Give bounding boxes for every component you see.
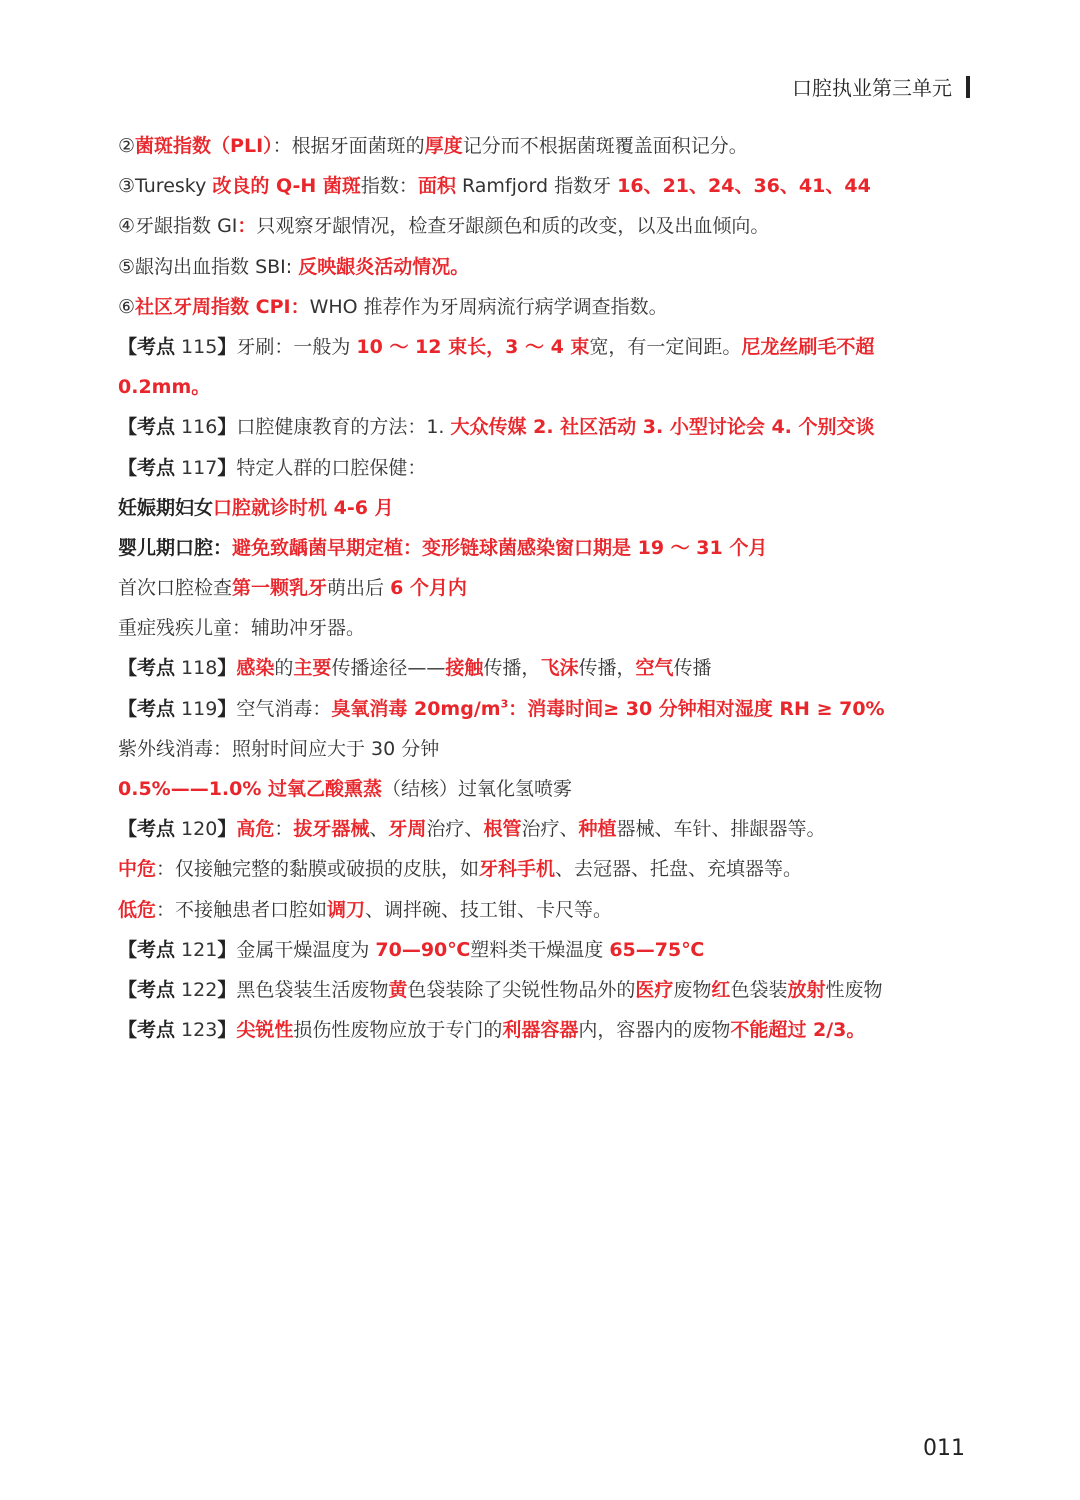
text-run: 116: [175, 416, 218, 439]
text-run: ④牙龈指数 GI: [118, 215, 238, 238]
text-run: ：根据牙面菌斑的: [272, 135, 425, 157]
highlight-run: 【考点: [118, 818, 176, 841]
highlight-run: 】: [217, 416, 237, 439]
text-run: 、去冠器、托盘、充填器等。: [555, 858, 803, 881]
text-line: [118, 448, 978, 488]
text-line: [118, 849, 978, 889]
highlight-run: 接触: [445, 657, 484, 680]
highlight-run: 空气: [635, 657, 674, 680]
text-run: 的: [274, 657, 294, 680]
highlight-run: 种植: [578, 818, 617, 841]
highlight-run: 红: [711, 978, 731, 1001]
highlight-run: 感染: [236, 657, 275, 680]
highlight-run: 低危: [118, 898, 157, 921]
highlight-run: 】: [217, 978, 237, 1001]
highlight-run: 【考点: [118, 1019, 176, 1042]
text-run: ⑥: [118, 295, 136, 318]
header-bar-mark: [966, 76, 970, 98]
highlight-run: 16、21、24、36、41、44: [617, 175, 871, 198]
text-run: Ramfjord 指数牙: [455, 175, 618, 198]
text-run: 首次口腔检查: [118, 577, 233, 600]
highlight-run: 0.5%——1.0% 过氧乙酸熏蒸: [118, 778, 383, 800]
highlight-run: 第一颗乳牙: [232, 577, 328, 600]
highlight-run: 臭氧消毒 20mg/m: [331, 697, 501, 720]
text-run: 只观察牙龈情况，检查牙龈颜色和质的改变，以及出血倾向。: [256, 215, 770, 238]
text-line: [118, 890, 978, 930]
highlight-run: 社区牙周指数 CPI：: [135, 295, 310, 318]
highlight-run: 0.2mm。: [118, 376, 211, 399]
highlight-run: 菌斑指数（PLI）: [135, 135, 273, 157]
text-run: ：仅接触完整的黏膜或破损的皮肤，如: [156, 858, 480, 881]
text-run: 内，容器内的废物: [578, 1019, 731, 1042]
text-run: 123: [175, 1019, 218, 1042]
text-run: 黑色袋装生活废物: [236, 978, 389, 1001]
text-line: [118, 488, 978, 528]
text-run: 塑料类干燥温度: [470, 938, 610, 961]
text-run: （结核）过氧化氢喷雾: [382, 778, 573, 800]
text-run: 117: [175, 456, 218, 479]
text-run: ⑤龈沟出血指数 SBI:: [118, 255, 299, 278]
text-run: 紫外线消毒：照射时间应大于 30 分钟: [118, 737, 440, 760]
text-run: 、: [369, 818, 389, 841]
text-line: [118, 287, 978, 327]
highlight-run: 医疗: [635, 978, 674, 1001]
text-line: [118, 247, 978, 287]
text-run: 指数：: [360, 175, 418, 198]
text-run: 萌出后: [327, 577, 391, 600]
text-run: 性废物: [825, 978, 883, 1001]
text-line: [118, 930, 978, 970]
highlight-run: 【考点: [118, 697, 176, 720]
highlight-run: 改良的 Q-H 菌斑: [212, 175, 361, 198]
text-run: 120: [175, 818, 218, 841]
header-title: 口腔执业第三单元: [792, 76, 952, 100]
highlight-run: 主要: [293, 657, 332, 680]
highlight-run: 面积: [417, 175, 456, 198]
highlight-run: 65—75℃: [609, 938, 705, 961]
highlight-run: 根管: [483, 818, 522, 841]
text-run: 宽，有一定间距。: [589, 335, 742, 358]
text-run: 口腔健康教育的方法：1.: [236, 416, 451, 439]
highlight-run: 10 ～ 12 束长，3 ～ 4 束: [356, 335, 590, 358]
text-line: [118, 648, 978, 688]
highlight-run: 妊娠期妇女: [118, 496, 214, 519]
text-line: [118, 206, 978, 246]
text-line: [118, 970, 978, 1010]
highlight-run: 拔牙器械: [293, 818, 370, 841]
text-run: 特定人群的口腔保健：: [236, 456, 427, 479]
text-line: [118, 729, 978, 769]
text-run: ②: [118, 135, 136, 157]
highlight-run: 放射: [787, 978, 826, 1001]
text-line: [118, 126, 978, 166]
text-line: [118, 809, 978, 849]
highlight-run: 70—90℃: [375, 938, 471, 961]
text-run: 传播，: [483, 657, 541, 680]
text-run: WHO 推荐作为牙周病流行病学调查指数。: [309, 295, 668, 318]
text-line: [118, 608, 978, 648]
highlight-run: 高危: [236, 818, 275, 841]
text-run: ：不接触患者口腔如: [156, 898, 328, 921]
text-run: ：: [274, 818, 294, 841]
text-run: 废物: [673, 978, 712, 1001]
text-line: [118, 689, 978, 729]
text-line: [118, 166, 978, 206]
highlight-run: 6 个月内: [390, 577, 467, 600]
highlight-run: 】: [217, 335, 237, 358]
highlight-run: 】: [217, 657, 237, 680]
text-line: [118, 769, 978, 809]
text-run: 118: [175, 657, 218, 680]
text-run: 牙刷：一般为: [236, 335, 357, 358]
text-run: 空气消毒：: [236, 697, 332, 720]
text-line: [118, 327, 978, 367]
highlight-run: 【考点: [118, 416, 176, 439]
text-run: 治疗、: [426, 818, 484, 841]
page-number: 011: [923, 1436, 965, 1461]
text-line: [118, 568, 978, 608]
text-run: 122: [175, 978, 218, 1001]
text-run: 治疗、: [521, 818, 579, 841]
highlight-run: 】: [217, 938, 237, 961]
highlight-run: ：消毒时间≥ 30 分钟相对湿度 RH ≥ 70%: [508, 697, 885, 720]
text-line: [118, 367, 978, 407]
text-run: 传播途径——: [331, 657, 446, 680]
text-line: [118, 528, 978, 568]
text-run: 金属干燥温度为: [236, 938, 376, 961]
text-run: 、调拌碗、技工钳、卡尺等。: [365, 898, 613, 921]
highlight-run: 3: [500, 697, 509, 711]
highlight-run: 【考点: [118, 335, 176, 358]
text-run: 115: [175, 335, 218, 358]
text-run: 记分而不根据菌斑覆盖面积记分。: [462, 135, 748, 157]
highlight-run: 黄: [388, 978, 408, 1001]
highlight-run: 中危: [118, 858, 157, 881]
highlight-run: 婴儿期口腔：: [118, 536, 233, 559]
highlight-run: 口腔就诊时机 4-6 月: [213, 496, 394, 519]
text-line: [118, 1010, 978, 1050]
highlight-run: 牙周: [388, 818, 427, 841]
text-run: 色袋装除了尖锐性物品外的: [407, 978, 636, 1001]
highlight-run: 】: [217, 1019, 237, 1042]
page-body: [118, 126, 978, 1050]
highlight-run: 牙科手机: [479, 858, 556, 881]
highlight-run: 调刀: [327, 898, 366, 921]
text-run: 119: [175, 697, 218, 720]
text-run: ③Turesky: [118, 175, 213, 198]
highlight-run: 飞沫: [540, 657, 579, 680]
text-run: 损伤性废物应放于专门的: [293, 1019, 503, 1042]
highlight-run: 尖锐性: [236, 1019, 294, 1042]
text-run: 色袋装: [730, 978, 788, 1001]
highlight-run: 】: [217, 456, 237, 479]
highlight-run: 反映龈炎活动情况。: [298, 255, 470, 278]
running-header: [792, 72, 970, 101]
highlight-run: 【考点: [118, 657, 176, 680]
text-run: 重症残疾儿童：辅助冲牙器。: [118, 617, 366, 640]
highlight-run: 尼龙丝刷毛不超: [741, 335, 875, 358]
highlight-run: ：: [237, 215, 257, 238]
highlight-run: 大众传媒 2. 社区活动 3. 小型讨论会 4. 个别交谈: [450, 416, 875, 439]
highlight-run: 避免致龋菌早期定植：变形链球菌感染窗口期是 19 ～ 31 个月: [232, 536, 768, 559]
highlight-run: 【考点: [118, 938, 176, 961]
highlight-run: 【考点: [118, 978, 176, 1001]
highlight-run: 】: [217, 697, 237, 720]
text-run: 器械、车针、排龈器等。: [616, 818, 826, 841]
highlight-run: 】: [217, 818, 237, 841]
text-run: 传播，: [578, 657, 636, 680]
text-run: 传播: [673, 657, 712, 680]
text-line: [118, 407, 978, 447]
highlight-run: 利器容器: [502, 1019, 579, 1042]
highlight-run: 不能超过 2/3。: [730, 1019, 866, 1042]
text-run: 121: [175, 938, 218, 961]
highlight-run: 厚度: [424, 135, 463, 157]
highlight-run: 【考点: [118, 456, 176, 479]
